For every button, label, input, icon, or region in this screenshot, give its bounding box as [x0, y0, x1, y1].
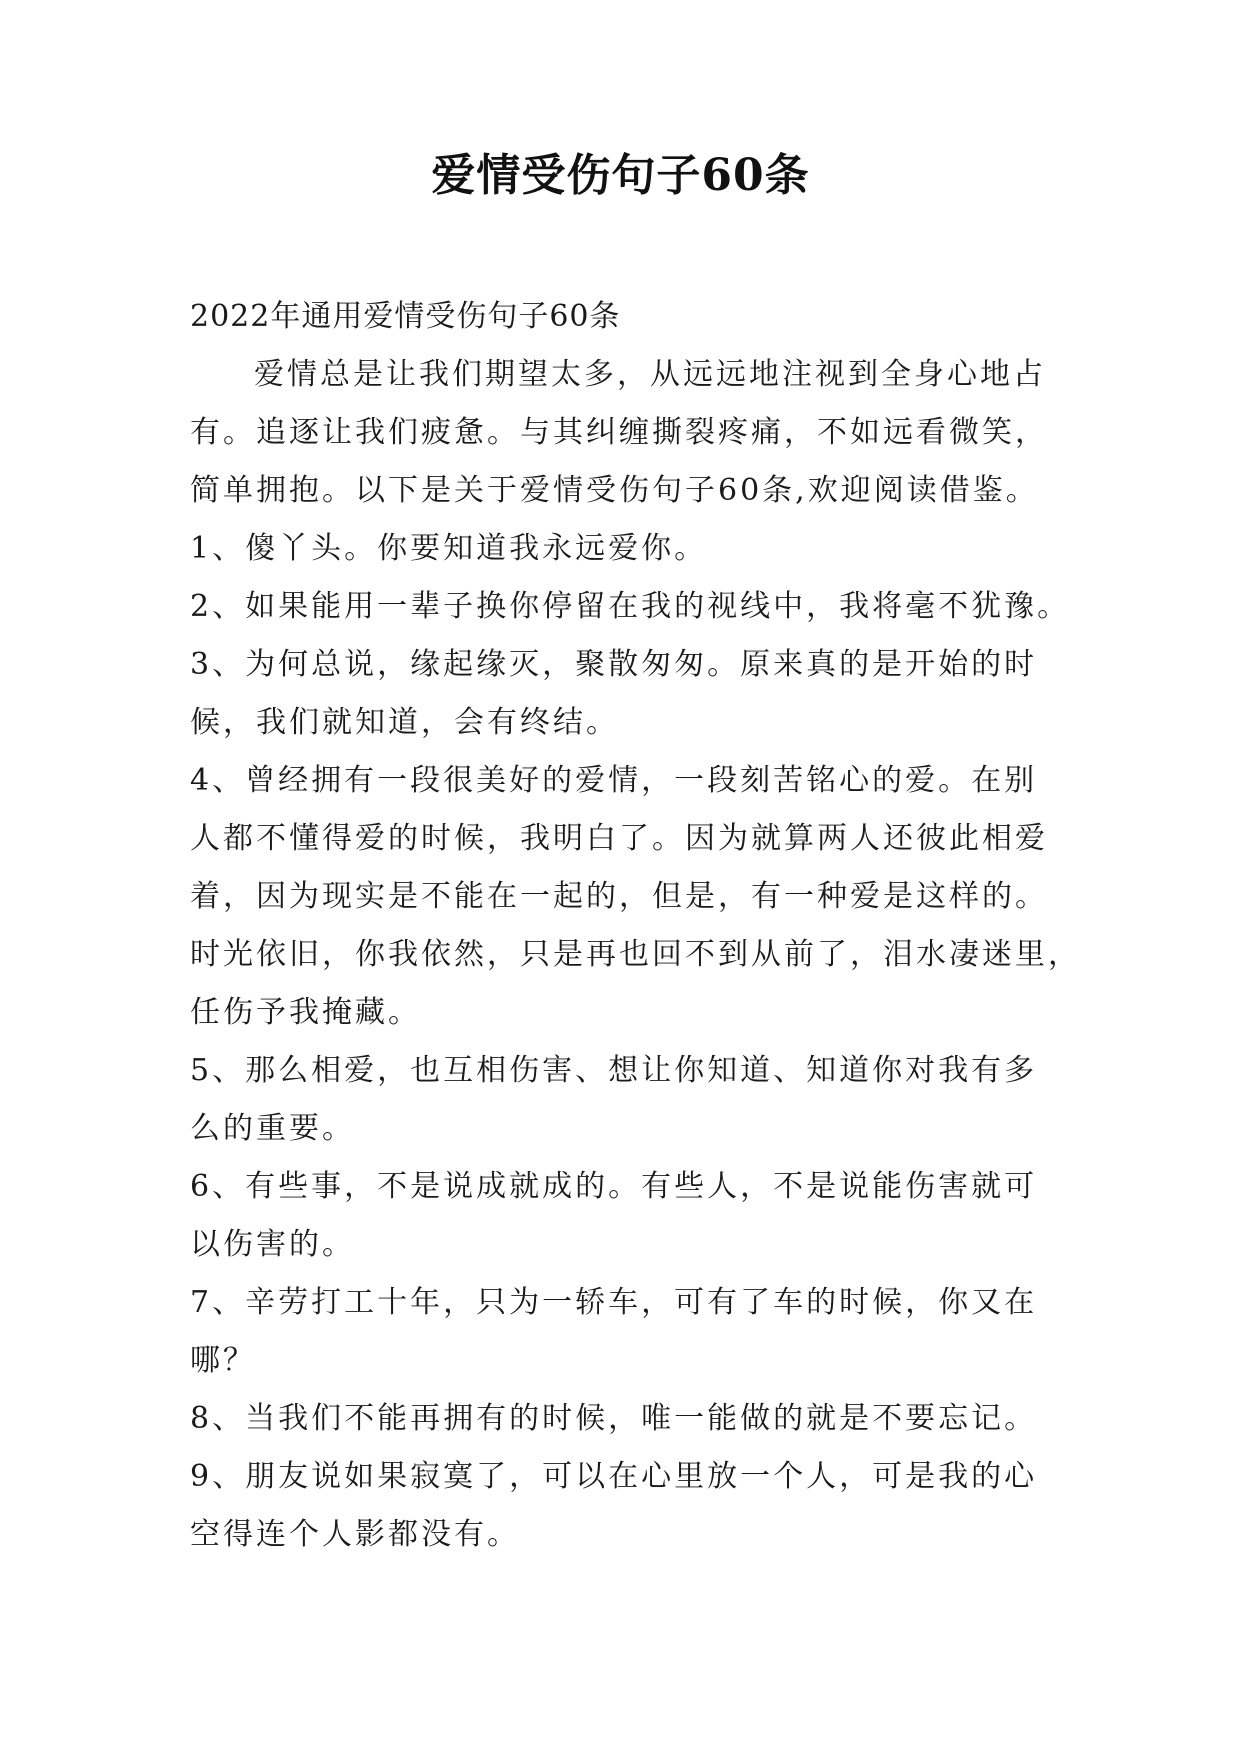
list-item-line: 1、傻丫头。你要知道我永远爱你。: [190, 531, 708, 566]
list-item-line: 空得连个人影都没有。: [190, 1517, 520, 1552]
list-item-line: 3、为何总说，缘起缘灭，聚散匆匆。原来真的是开始的时: [190, 647, 1038, 682]
list-item-line: 任伤予我掩藏。: [190, 995, 421, 1030]
list-item-line: 哪？: [190, 1343, 256, 1378]
document-body: [190, 288, 1081, 1564]
list-item-line: 人都不懂得爱的时候，我明白了。因为就算两人还彼此相爱: [190, 821, 1048, 856]
list-item-line: 6、有些事，不是说成就成的。有些人，不是说能伤害就可: [190, 1169, 1038, 1204]
list-item-line: 5、那么相爱，也互相伤害、想让你知道、知道你对我有多: [190, 1053, 1038, 1088]
intro-line: 简单拥抱。以下是关于爱情受伤句子60条,欢迎阅读借鉴。: [190, 473, 1039, 508]
intro-line: 有。追逐让我们疲惫。与其纠缠撕裂疼痛，不如远看微笑，: [190, 415, 1048, 450]
list-item-line: 4、曾经拥有一段很美好的爱情，一段刻苦铭心的爱。在别: [190, 763, 1038, 798]
list-item-line: 候，我们就知道，会有终结。: [190, 705, 619, 740]
list-item-line: 9、朋友说如果寂寞了，可以在心里放一个人，可是我的心: [190, 1459, 1038, 1494]
list-item-line: 着，因为现实是不能在一起的，但是，有一种爱是这样的。: [190, 879, 1048, 914]
list-item-line: 7、辛劳打工十年，只为一轿车，可有了车的时候，你又在: [190, 1285, 1038, 1320]
list-item-line: 么的重要。: [190, 1111, 355, 1146]
list-item-line: 时光依旧，你我依然，只是再也回不到从前了，泪水凄迷里，: [190, 937, 1081, 972]
list-item-line: 2、如果能用一辈子换你停留在我的视线中，我将毫不犹豫。: [190, 589, 1071, 624]
list-item-line: 8、当我们不能再拥有的时候，唯一能做的就是不要忘记。: [190, 1401, 1038, 1436]
list-item-line: 以伤害的。: [190, 1227, 355, 1262]
intro-line: 爱情总是让我们期望太多，从远远地注视到全身心地占: [254, 357, 1046, 392]
document-title: 爱情受伤句子60条: [431, 150, 810, 201]
document-subtitle: 2022年通用爱情受伤句子60条: [190, 299, 621, 334]
